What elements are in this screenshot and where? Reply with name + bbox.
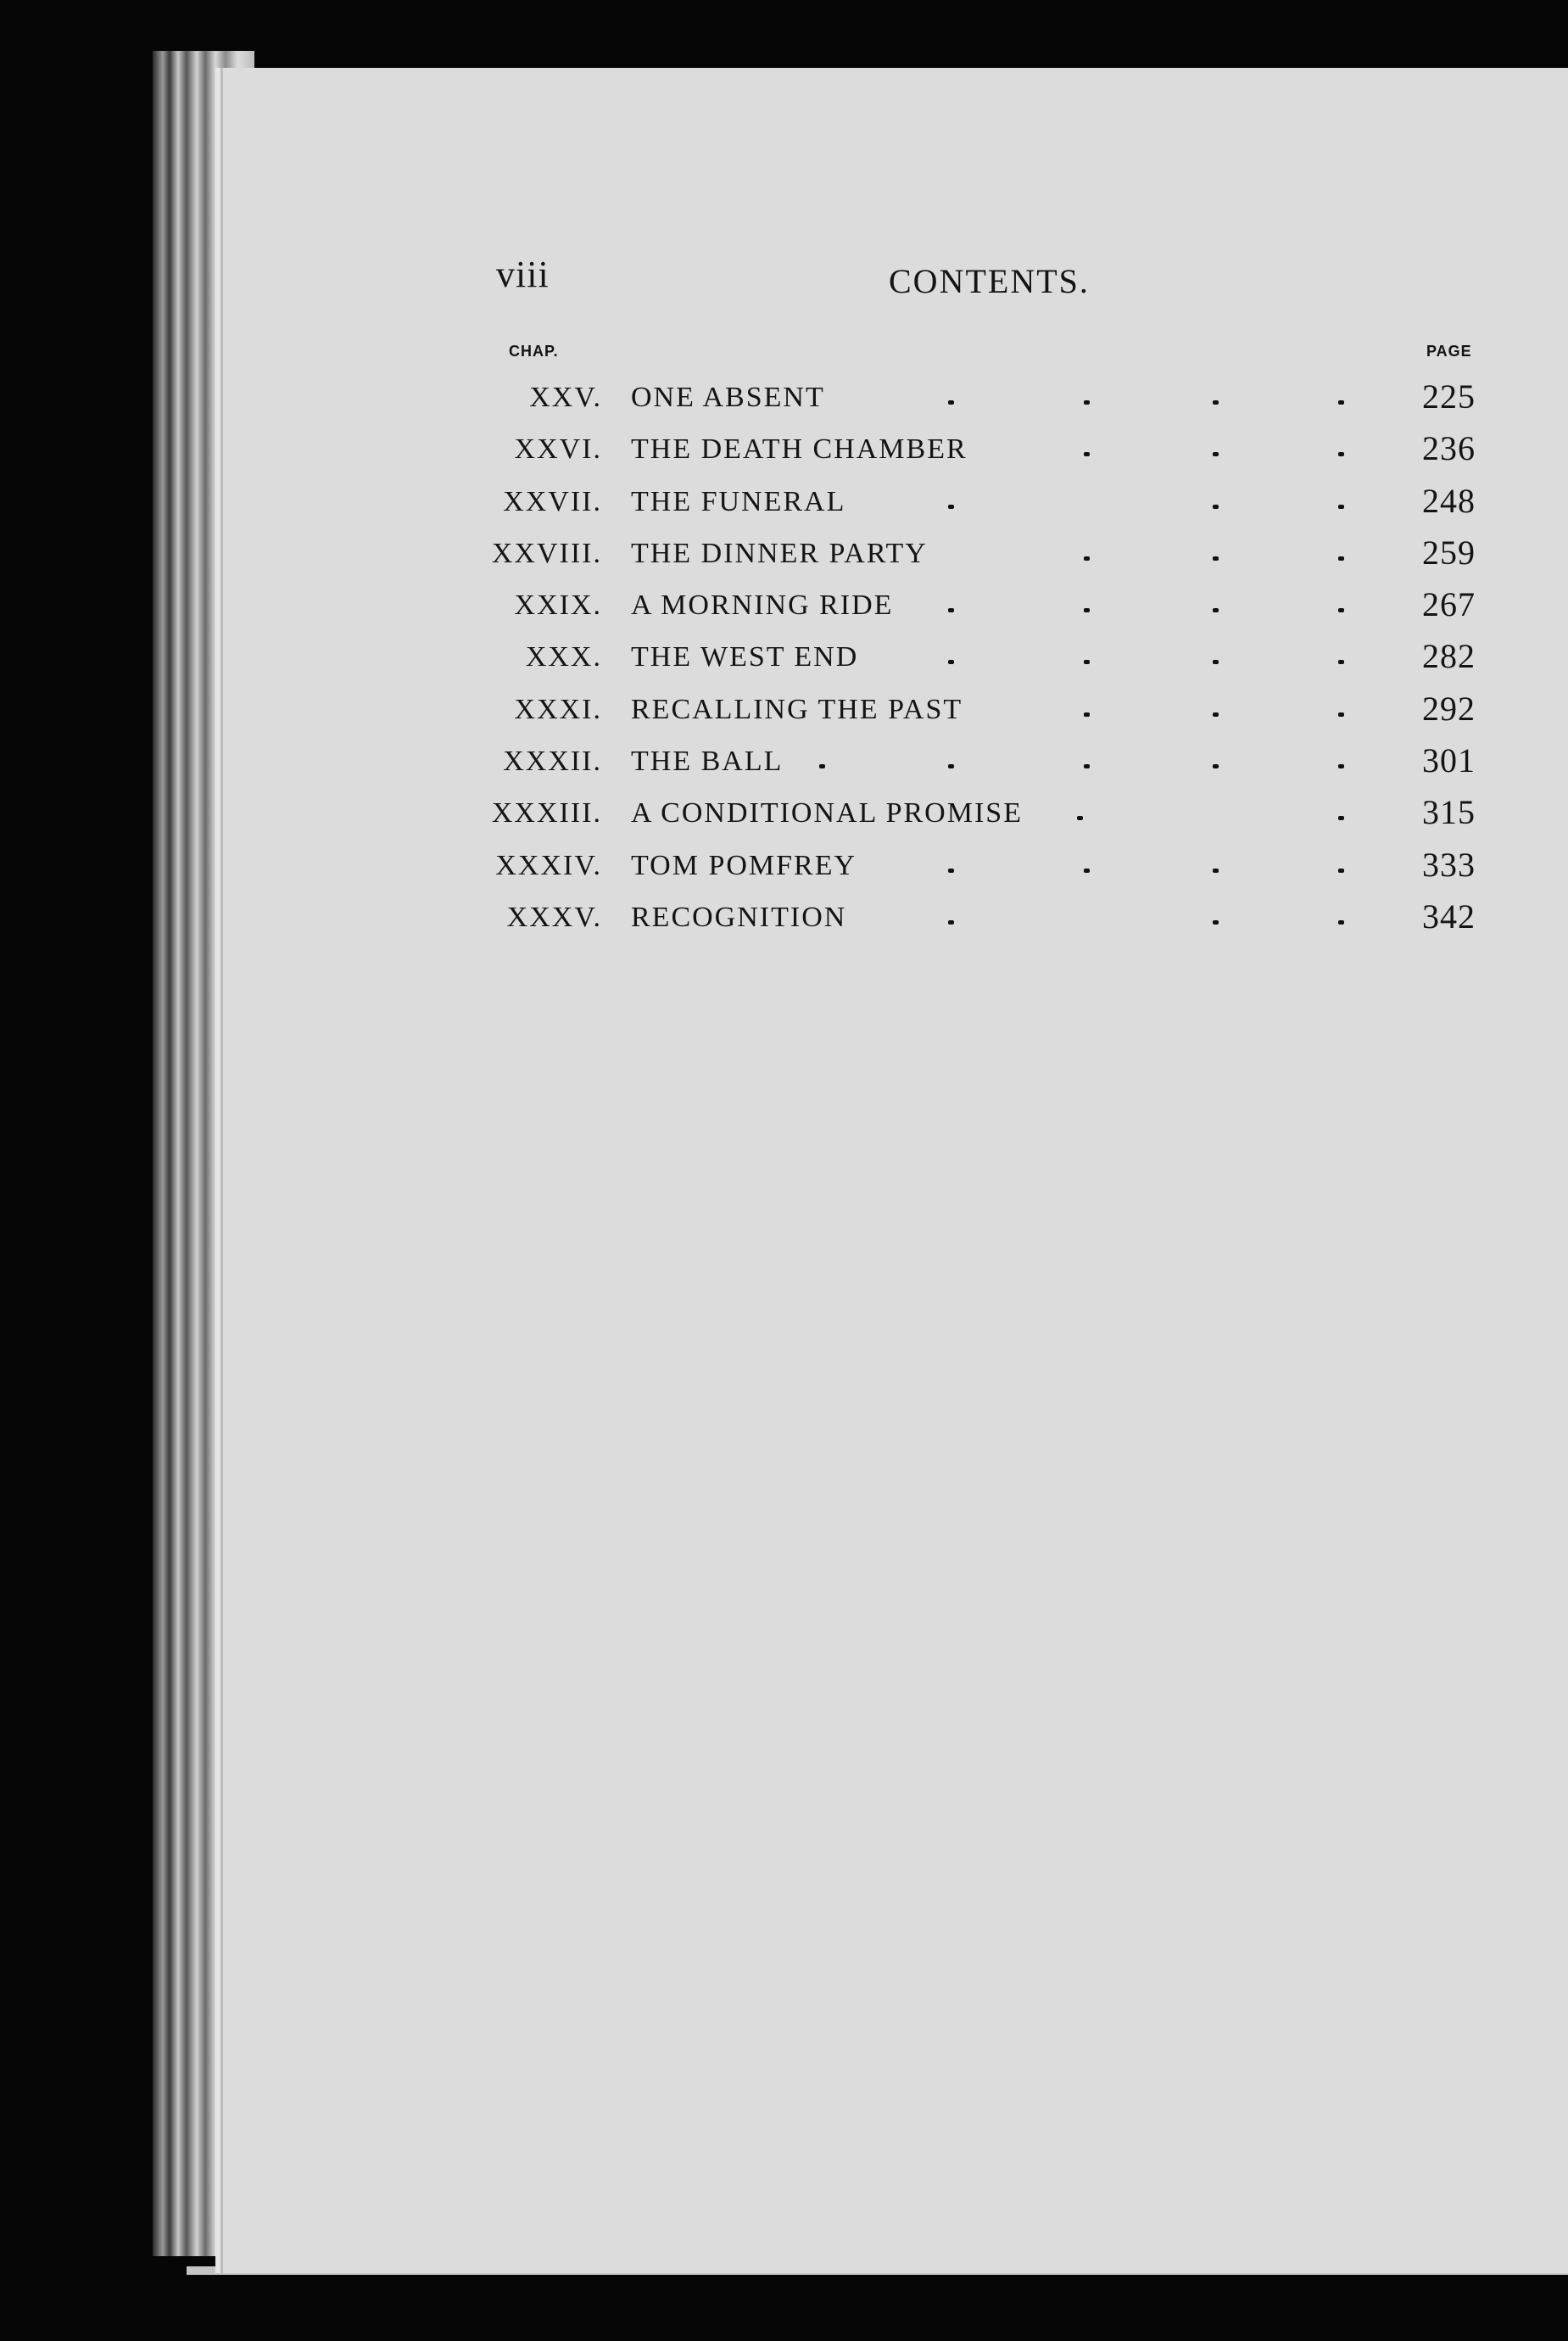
toc-entry	[475, 531, 1493, 583]
leader-dot	[1084, 556, 1090, 561]
running-title: CONTENTS.	[889, 262, 1090, 300]
toc-entry	[475, 479, 1493, 531]
chapter-title: RECALLING THE PAST	[631, 693, 963, 725]
chapter-number: XXXIV.	[495, 849, 602, 881]
page-column-heading: PAGE	[1426, 343, 1472, 360]
page-number: 301	[1422, 741, 1476, 780]
chapter-title: A CONDITIONAL PROMISE	[631, 797, 1023, 830]
leader-dot	[1084, 869, 1090, 873]
leader-dot	[1338, 816, 1344, 820]
page-number: 248	[1422, 481, 1476, 520]
chapter-number: XXXV.	[506, 901, 602, 933]
leader-dot	[1084, 712, 1090, 717]
leader-dot	[948, 920, 954, 925]
chapter-number: XXIX.	[514, 589, 602, 622]
table-of-contents	[475, 375, 1493, 947]
leader-dot	[1338, 400, 1344, 405]
leader-dot	[1338, 608, 1344, 612]
leader-dot	[1213, 764, 1219, 768]
leader-dot	[1338, 505, 1344, 509]
chapter-title: TOM POMFREY	[631, 849, 857, 881]
leader-dot	[948, 764, 954, 768]
chapter-number: XXVI.	[514, 433, 602, 466]
leader-dot	[1077, 816, 1083, 820]
leader-dot	[1084, 764, 1090, 768]
leader-dot	[1084, 660, 1090, 664]
toc-entry	[475, 634, 1493, 686]
leader-dot	[819, 764, 825, 768]
leader-dot	[1084, 452, 1090, 456]
chapter-title: THE DINNER PARTY	[631, 537, 928, 569]
leader-dot	[1213, 400, 1219, 405]
chapter-column-heading: CHAP.	[509, 343, 559, 360]
page-number: 259	[1422, 533, 1476, 572]
page-number: 267	[1422, 585, 1476, 624]
chapter-title: THE WEST END	[631, 641, 859, 673]
toc-entry	[475, 739, 1493, 791]
chapter-title: THE FUNERAL	[631, 485, 846, 517]
toc-entry	[475, 687, 1493, 739]
page-number: 342	[1422, 897, 1476, 936]
leader-dot	[1338, 764, 1344, 768]
leader-dot	[948, 608, 954, 612]
leader-dot	[1213, 608, 1219, 612]
chapter-title: THE DEATH CHAMBER	[631, 433, 968, 466]
chapter-number: XXVIII.	[491, 537, 602, 569]
toc-entry	[475, 583, 1493, 634]
leader-dot	[1338, 712, 1344, 717]
chapter-number: XXX.	[525, 641, 602, 673]
chapter-title: RECOGNITION	[631, 901, 847, 933]
page-folio: viii	[496, 254, 550, 295]
chapter-number: XXVII.	[503, 485, 602, 517]
leader-dot	[1213, 712, 1219, 717]
leader-dot	[1213, 452, 1219, 456]
chapter-title: THE BALL	[631, 746, 784, 778]
leader-dot	[1213, 869, 1219, 873]
page-number: 315	[1422, 793, 1476, 832]
leader-dot	[948, 400, 954, 405]
page-number: 333	[1422, 845, 1476, 884]
leader-dot	[1338, 452, 1344, 456]
chapter-number: XXXII.	[503, 746, 602, 778]
toc-entry	[475, 427, 1493, 478]
leader-dot	[1338, 869, 1344, 873]
leader-dot	[1213, 660, 1219, 664]
chapter-number: XXXI.	[514, 693, 602, 725]
toc-entry	[475, 375, 1493, 427]
leader-dot	[948, 505, 954, 509]
page-number: 225	[1422, 377, 1476, 416]
page-number: 292	[1422, 689, 1476, 728]
leader-dot	[1213, 556, 1219, 561]
leader-dot	[1213, 505, 1219, 509]
chapter-number: XXV.	[529, 382, 602, 413]
toc-entry	[475, 895, 1493, 947]
page-number: 236	[1422, 429, 1476, 468]
leader-dot	[1213, 920, 1219, 925]
leader-dot	[1338, 556, 1344, 561]
leader-dot	[948, 660, 954, 664]
leader-dot	[1084, 608, 1090, 612]
chapter-title: A MORNING RIDE	[631, 589, 894, 622]
chapter-number: XXXIII.	[491, 797, 602, 830]
toc-entry	[475, 843, 1493, 895]
leader-dot	[948, 869, 954, 873]
page-number: 282	[1422, 637, 1476, 676]
leader-dot	[1338, 660, 1344, 664]
leader-dot	[1084, 400, 1090, 405]
leader-dot	[1338, 920, 1344, 925]
toc-entry	[475, 791, 1493, 842]
chapter-title: ONE ABSENT	[631, 382, 825, 413]
